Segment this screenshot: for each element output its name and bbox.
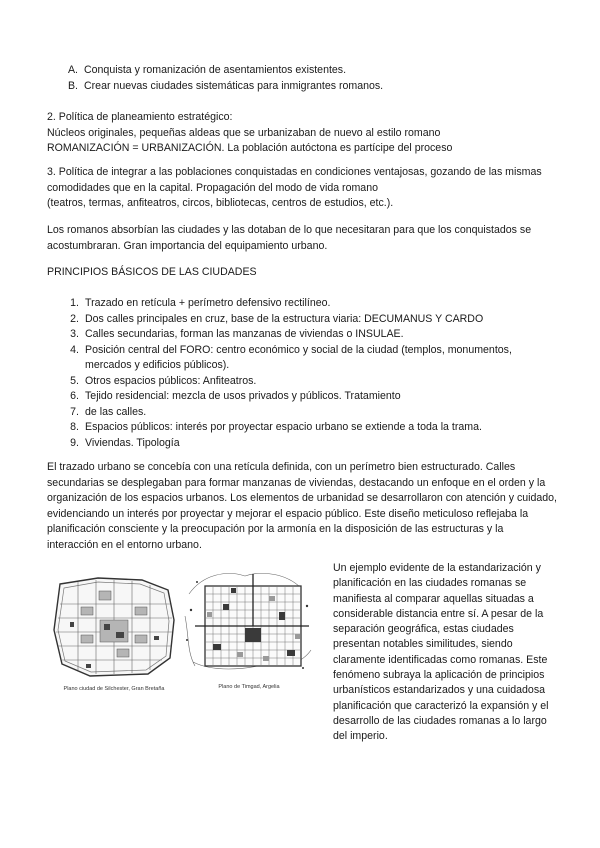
standardization-paragraph: Un ejemplo evidente de la estandarización y planificación en las ciudades romanas se manifiesta al comparar aquellas situadas a considerable distancia entre sí. A pesar de la separación geográfica, estas ciudades presentan notables similitudes, siendo claramente identificadas como romanas. Este fenómeno subraya la aplicación de principios urbanísticos estandarizados y una cuidadosa planificación que caracterizó la expansión y el desarrollo de las ciudades romanas a lo largo del imperio. [333, 562, 549, 743]
list-item: A. Conquista y romanización de asentamientos existentes. [67, 64, 347, 76]
list-item: 9. Viviendas. Tipología [70, 436, 180, 449]
silchester-caption: Plano ciudad de Silchester, Gran Bretaña [63, 685, 165, 692]
section-2-line-1: Núcleos originales, pequeñas aldeas que se urbanizaban de nuevo al estilo romano [47, 126, 441, 139]
principles-heading: PRINCIPIOS BÁSICOS DE LAS CIUDADES [47, 266, 257, 278]
timgad-plan-drawing [183, 566, 315, 676]
section-3-detail: (teatros, termas, anfiteatros, circos, bibliotecas, centros de estudios, etc.). [47, 197, 394, 209]
silchester-plan-figure [50, 576, 178, 693]
list-item: 3. Calles secundarias, forman las manzanas de viviendas o INSULAE. [70, 328, 404, 340]
list-item: 1. Trazado en retícula + perímetro defensivo rectilíneo. [70, 297, 331, 309]
section-2 [47, 110, 557, 157]
list-item: 8. Espacios públicos: interés por proyectar espacio urbano se extiende a toda la trama. [70, 421, 482, 433]
trazado-paragraph: El trazado urbano se concebía con una retícula definida, con un perímetro bien estructurado. Calles secundarias se desplegaban para formar manzanas de viviendas, destacando un enfoque en el orden y la organización de los espacios urbanos. Los elementos de urbanidad se desarrollaron con atención y cuidado, evidenciando un interés por proyectar y mejorar el espacio público. Este diseño meticuloso reflejaba la planificación consciente y la preocupación por la armonía en la disposición de las estructuras y la interacción en el entorno urbano. [47, 461, 558, 551]
absorb-paragraph: Los romanos absorbían las ciudades y las dotaban de lo que necesitaran para que los conquistados se acostumbraran. Gran importancia del equipamiento urbano. [47, 224, 532, 252]
section-3-text: 3. Política de integrar a las poblaciones conquistadas en condiciones ventajosas, gozando de las mismas comodidades que en la capital. Propagación del modo de vida romano [47, 166, 542, 194]
list-item: 2. Dos calles principales en cruz, base de la estructura viaria: DECUMANUS Y CARDO [70, 312, 484, 325]
timgad-plan-figure [183, 566, 315, 691]
list-item: 5. Otros espacios públicos: Anfiteatros. [70, 374, 257, 387]
colonization-options-list [64, 63, 544, 94]
principles-list [65, 296, 555, 451]
section-2-title: 2. Política de planeamiento estratégico: [47, 111, 233, 123]
list-item: 7. de las calles. [70, 405, 147, 418]
timgad-caption: Plano de Timgad, Argelia [218, 683, 280, 690]
list-item: 4. Posición central del FORO: centro económico y social de la ciudad (templos, monumentos, mercados y edificios públicos). [70, 343, 512, 371]
silchester-plan-drawing [50, 576, 178, 678]
section-3 [47, 165, 557, 212]
section-2-line-2: ROMANIZACIÓN = URBANIZACIÓN. La población autóctona es partícipe del proceso [47, 142, 453, 154]
list-item: 6. Tejido residencial: mezcla de usos privados y públicos. Tratamiento [70, 390, 401, 402]
list-item: B. Crear nuevas ciudades sistemáticas para inmigrantes romanos. [67, 79, 384, 92]
